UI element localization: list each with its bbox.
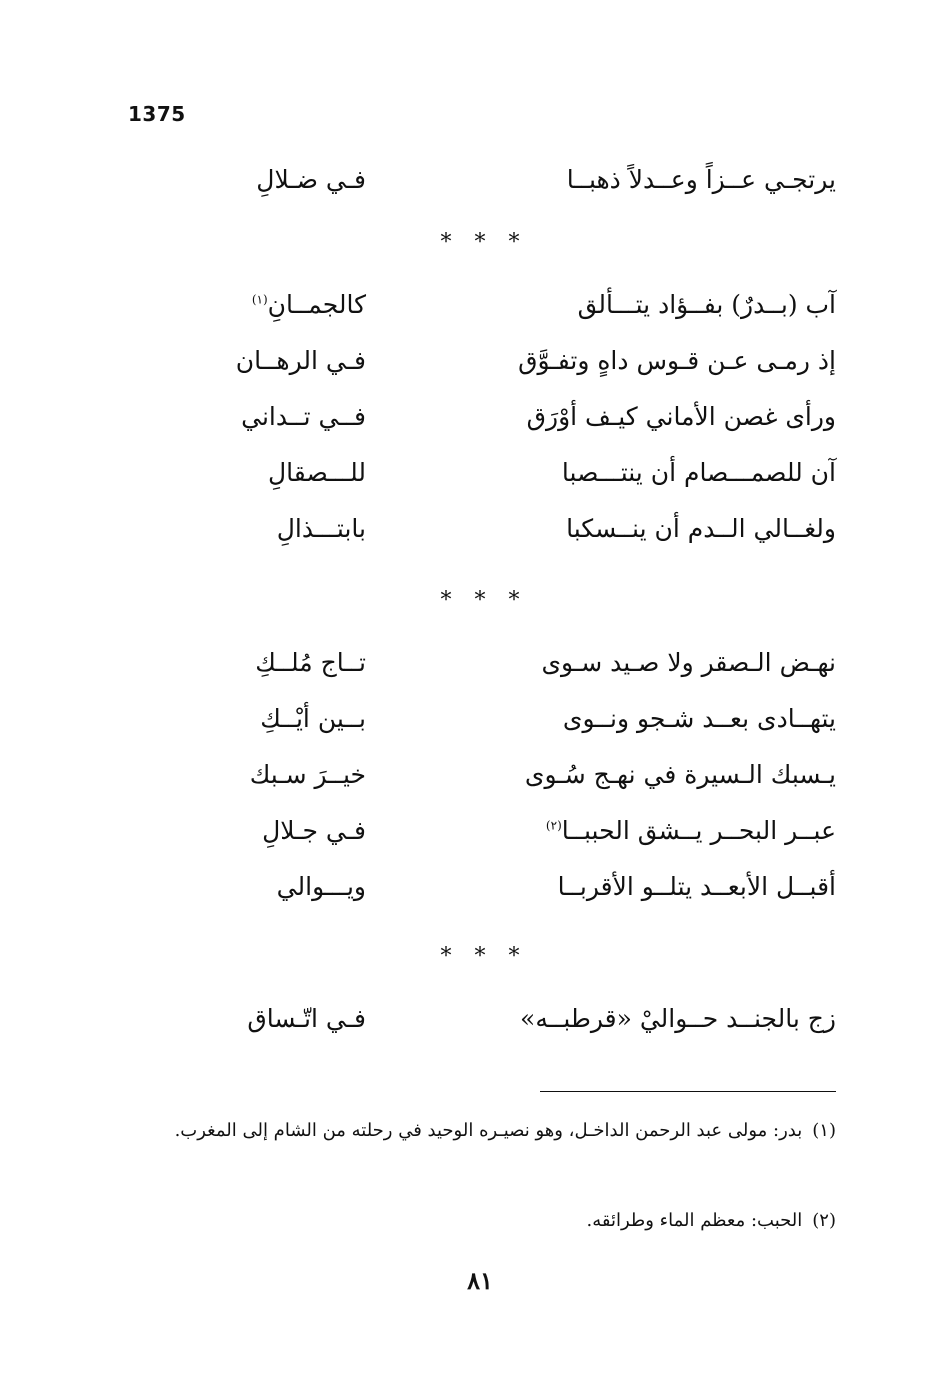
verse-ajuz: فــي تــداني [241, 402, 366, 431]
verse-sadr: نهـض الـصقر ولا صـيد سـوى [541, 648, 836, 677]
verse-line [230, 872, 836, 912]
verse-sadr: زج بالجنــد حــواليْ «قرطبــه» [520, 1004, 836, 1033]
verse-line [230, 816, 836, 856]
verse-line [230, 760, 836, 800]
footnote-text: بدر: مولى عبد الرحمن الداخـل، وهو نصيـره الوحيد في رحلته من الشام إلى المغرب. [174, 1120, 803, 1141]
stanza-separator: * * * [440, 944, 528, 969]
verse-line [230, 1004, 836, 1044]
verse-line [230, 648, 836, 688]
footnote-number: (٢) [812, 1210, 836, 1231]
verse-sadr: أقبــل الأبعــد يتلــو الأقربــا [557, 872, 836, 901]
verse-sadr [546, 816, 836, 845]
verse-line [230, 346, 836, 386]
verse-ajuz [252, 290, 366, 319]
verse-sadr-text: عبــر البحــر يــشق الحببــا [561, 816, 836, 845]
verse-sadr: يرتجـي عــزاً وعــدلاً ذهبــا [566, 165, 836, 194]
verse-ajuz: فـي اتّـساق [247, 1004, 366, 1033]
page-number-top: 1375 [128, 102, 186, 126]
footnote-text: الحبب: معظم الماء وطرائقه. [586, 1210, 803, 1231]
verse-line [230, 514, 836, 554]
stanza-separator: * * * [440, 588, 528, 613]
verse-ajuz: تــاج مُلــكِ [255, 648, 366, 677]
verse-ajuz: للـــصقالِ [268, 458, 366, 487]
verse-line [230, 290, 836, 330]
verse-ajuz: بابتـــذالِ [276, 514, 366, 543]
verse-ajuz: ويـــوالي [276, 872, 366, 901]
verse-line [230, 402, 836, 442]
page-number-bottom: ٨١ [467, 1266, 493, 1295]
footnote-ref: (٢) [545, 818, 562, 833]
footnote-2 [124, 1202, 836, 1240]
verse-ajuz: فـي جـلالِ [262, 816, 366, 845]
verse-sadr: ولغــالي الــدم أن ينــسكبا [566, 514, 836, 543]
footnote-divider [540, 1091, 836, 1092]
verse-sadr: يـسبك الـسيرة في نهـج سُـوى [524, 760, 836, 789]
verse-sadr: آب (بــدرٌ) بفــؤاد يتـــألق [577, 290, 836, 319]
verse-ajuz-text: كالجمــانِ [267, 290, 366, 319]
verse-ajuz: فـي الرهــان [235, 346, 366, 375]
verse-sadr: إذ رمـى عـن قـوس داهٍ وتفـوَّق [518, 346, 836, 375]
stanza-separator: * * * [440, 230, 528, 255]
verse-sadr: ورأى غصن الأماني كيـف أوْرَق [526, 402, 836, 431]
footnote-1 [124, 1112, 836, 1150]
footnote-number: (١) [812, 1120, 836, 1141]
verse-sadr: يتهــادى بعــد شـجو ونــوى [562, 704, 836, 733]
verse-sadr: آن للصمـــصام أن ينتـــصبا [561, 458, 836, 487]
verse-line [230, 704, 836, 744]
verse-line [230, 458, 836, 498]
verse-line [230, 165, 836, 205]
verse-ajuz: بــين أيْــكِ [260, 704, 366, 733]
verse-ajuz: خيــرَ سـبك [249, 760, 366, 789]
footnote-ref: (١) [251, 292, 268, 307]
verse-ajuz: فـي ضـلالِ [256, 165, 366, 194]
